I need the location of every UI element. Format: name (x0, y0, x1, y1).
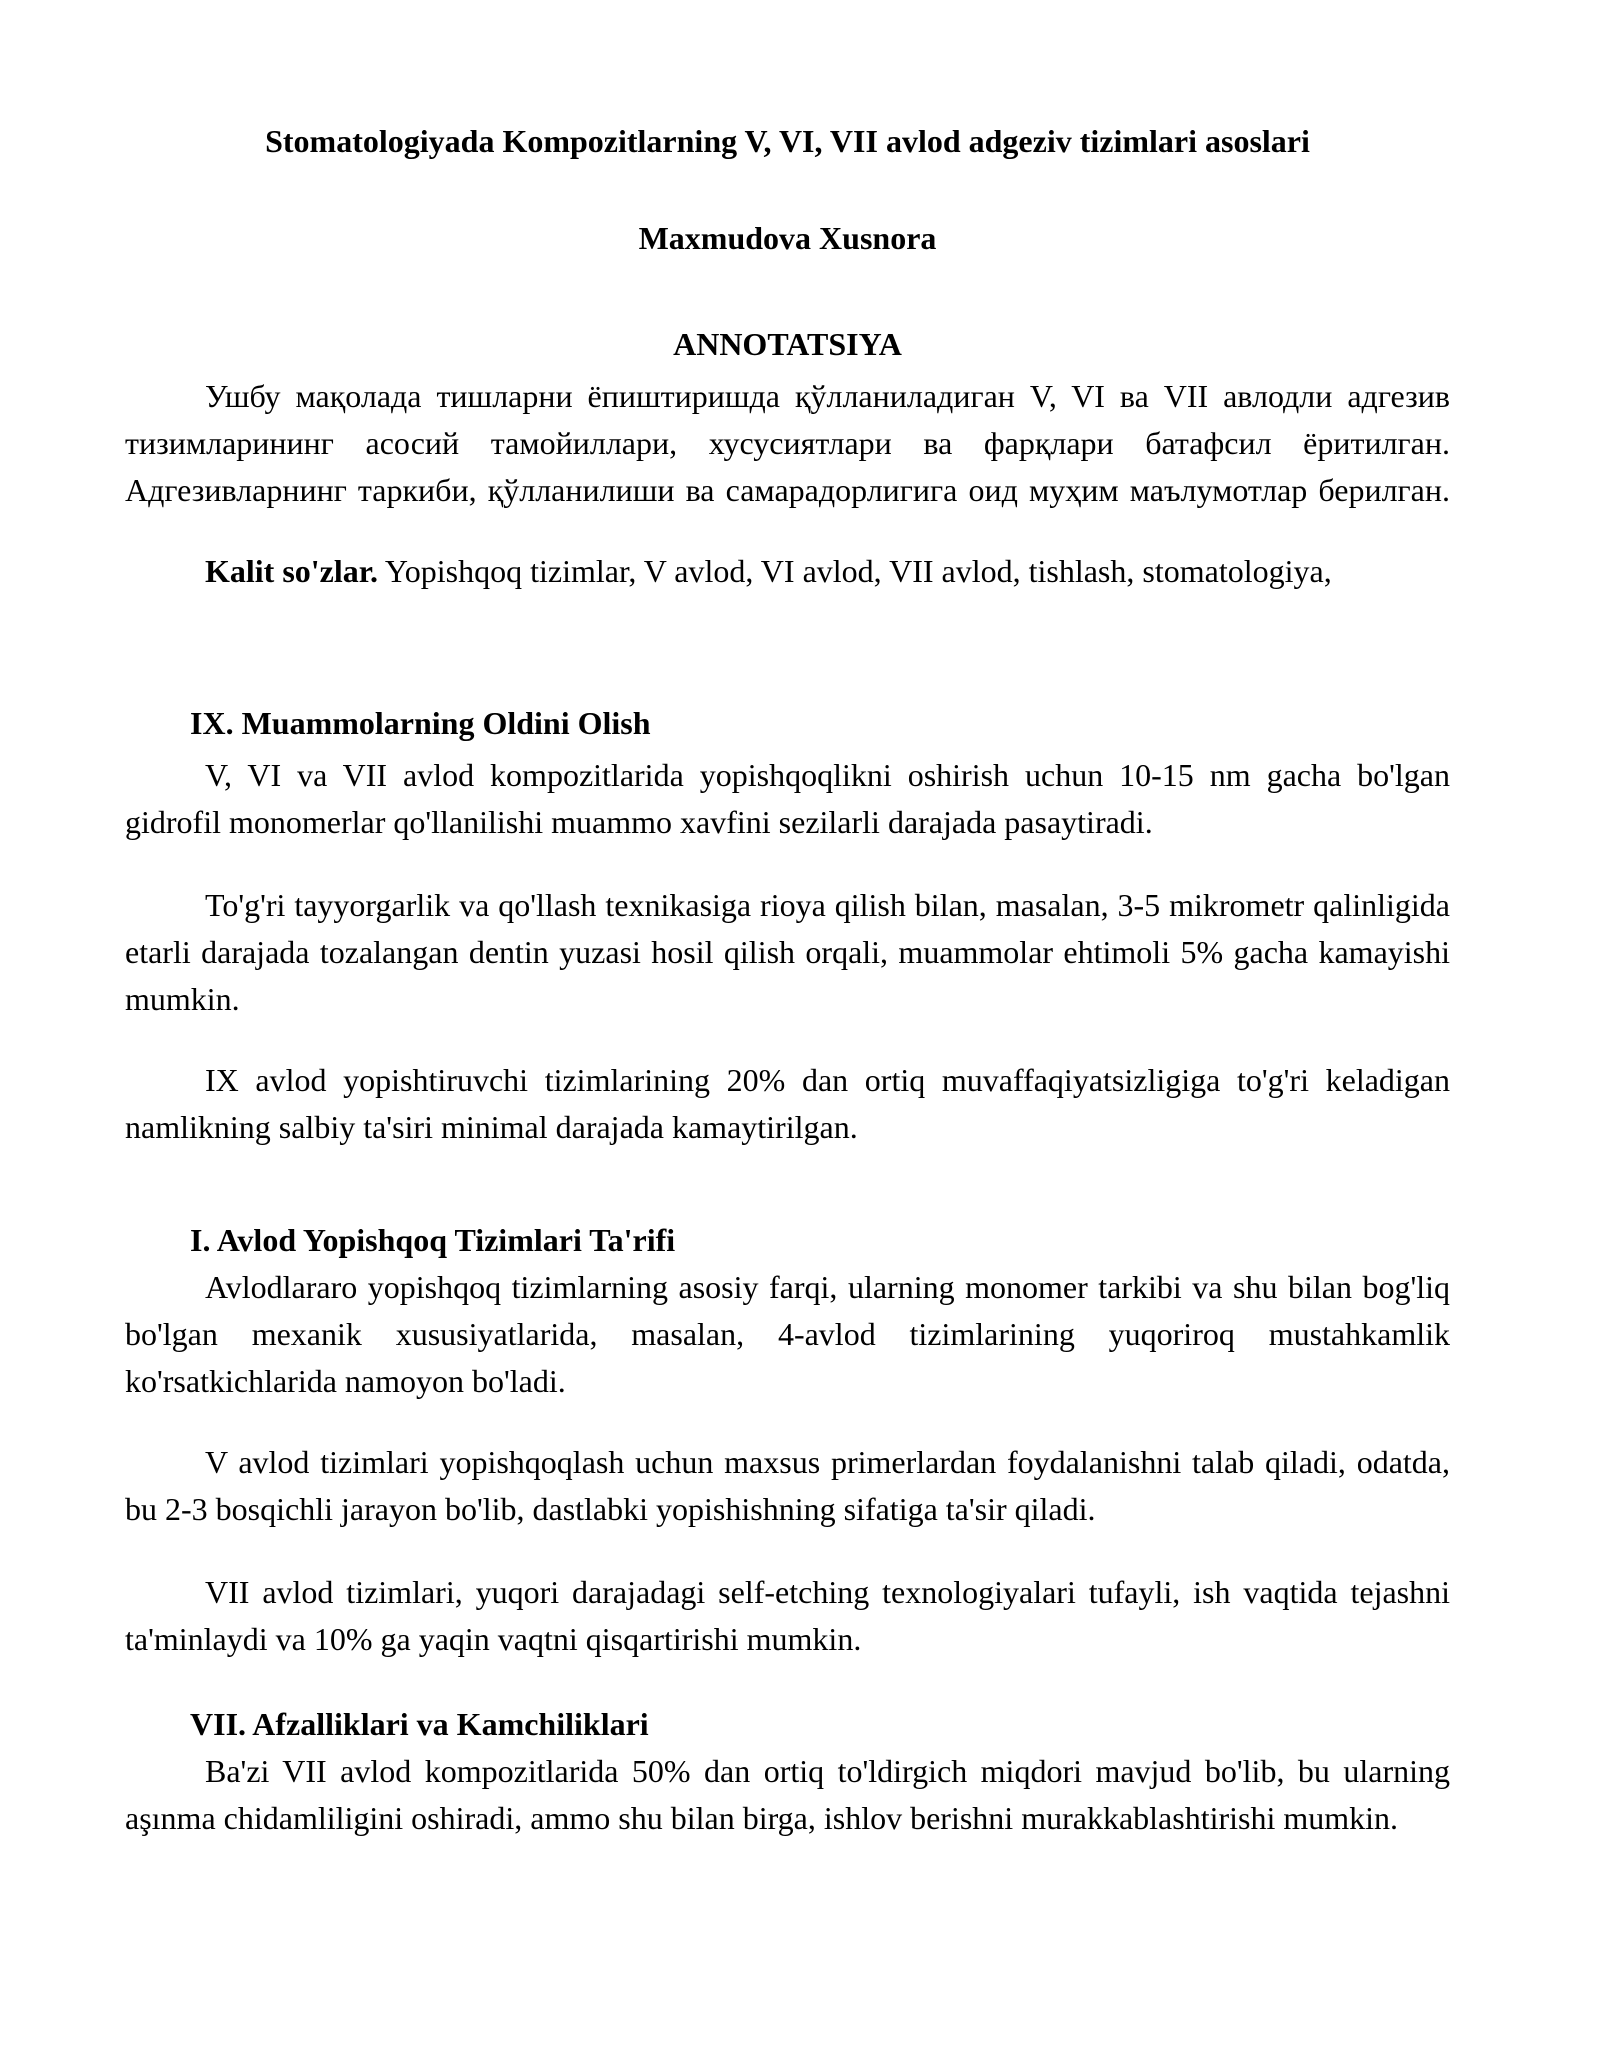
section-heading-avlod-yopishqoq-tizimlari-tarifi: I. Avlod Yopishqoq Tizimlari Ta'rifi (190, 1222, 676, 1258)
annotation-paragraph: Ушбу мақолада тишларни ёпиштиришда қўлланиладиган V, VI ва VII авлодли адгезив тизимларининг асосий тамойиллари, хусусиятлари ва фарқлари батафсил ёритилган. Адгезивларнинг таркиби, қўлланилиши ва самарадорлигига оид муҳим маълумотлар берилган. (125, 378, 1450, 508)
paragraph-generation-differences: Avlodlararo yopishqoq tizimlarning asosiy farqi, ularning monomer tarkibi va shu bilan bog'liq bo'lgan mexanik xususiyatlarida, masalan, 4-avlod tizimlarining yuqoriroq mustahkamlik ko'rsatkichlarida namoyon bo'ladi. (125, 1269, 1450, 1399)
keywords-label: Kalit so'zlar. (205, 553, 379, 589)
paragraph-moisture-effect: IX avlod yopishtiruvchi tizimlarining 20% dan ortiq muvaffaqiyatsizligiga to'g'ri keladigan namlikning salbiy ta'siri minimal darajada kamaytirilgan. (125, 1062, 1450, 1145)
paragraph-hydrophilic-monomers: V, VI va VII avlod kompozitlarida yopishqoqlikni oshirish uchun 10-15 nm gacha bo'lgan gidrofil monomerlar qo'llanilishi muammo xavfini sezilarli darajada pasaytiradi. (125, 757, 1450, 840)
section-heading-afzalliklari-va-kamchiliklari: VII. Afzalliklari va Kamchiliklari (190, 1706, 649, 1742)
annotation-heading: ANNOTATSIYA (673, 326, 902, 362)
document-title: Stomatologiyada Kompozitlarning V, VI, VII avlod adgeziv tizimlari asoslari (265, 123, 1310, 159)
paragraph-v-avlod-primers: V avlod tizimlari yopishqoqlash uchun maxsus primerlardan foydalanishni talab qiladi, odatda, bu 2-3 bosqichli jarayon bo'lib, dastlabki yopishishning sifatiga ta'sir qiladi. (125, 1444, 1450, 1527)
paragraph-vii-avlod-self-etching: VII avlod tizimlari, yuqori darajadagi self-etching texnologiyalari tufayli, ish vaqtida tejashni ta'minlaydi va 10% ga yaqin vaqtni qisqartirishi mumkin. (125, 1574, 1450, 1657)
keywords-paragraph (125, 548, 1450, 595)
paragraph-preparation-technique: To'g'ri tayyorgarlik va qo'llash texnikasiga rioya qilish bilan, masalan, 3-5 mikrometr qalinligida etarli darajada tozalangan dentin yuzasi hosil qilish orqali, muammolar ehtimoli 5% gacha kamayishi mumkin. (125, 887, 1450, 1017)
section-heading-muammolarning-oldini-olish: IX. Muammolarning Oldini Olish (190, 705, 651, 741)
paragraph-filler-content: Ba'zi VII avlod kompozitlarida 50% dan ortiq to'ldirgich miqdori mavjud bo'lib, bu ularning aşınma chidamliligini oshiradi, ammo shu bilan birga, ishlov berishni murakkablashtirishi mumkin. (125, 1753, 1450, 1836)
author-name: Maxmudova Xusnora (638, 220, 937, 256)
keywords-text: Yopishqoq tizimlar, V avlod, VI avlod, VII avlod, tishlash, stomatologiya, (378, 553, 1332, 589)
